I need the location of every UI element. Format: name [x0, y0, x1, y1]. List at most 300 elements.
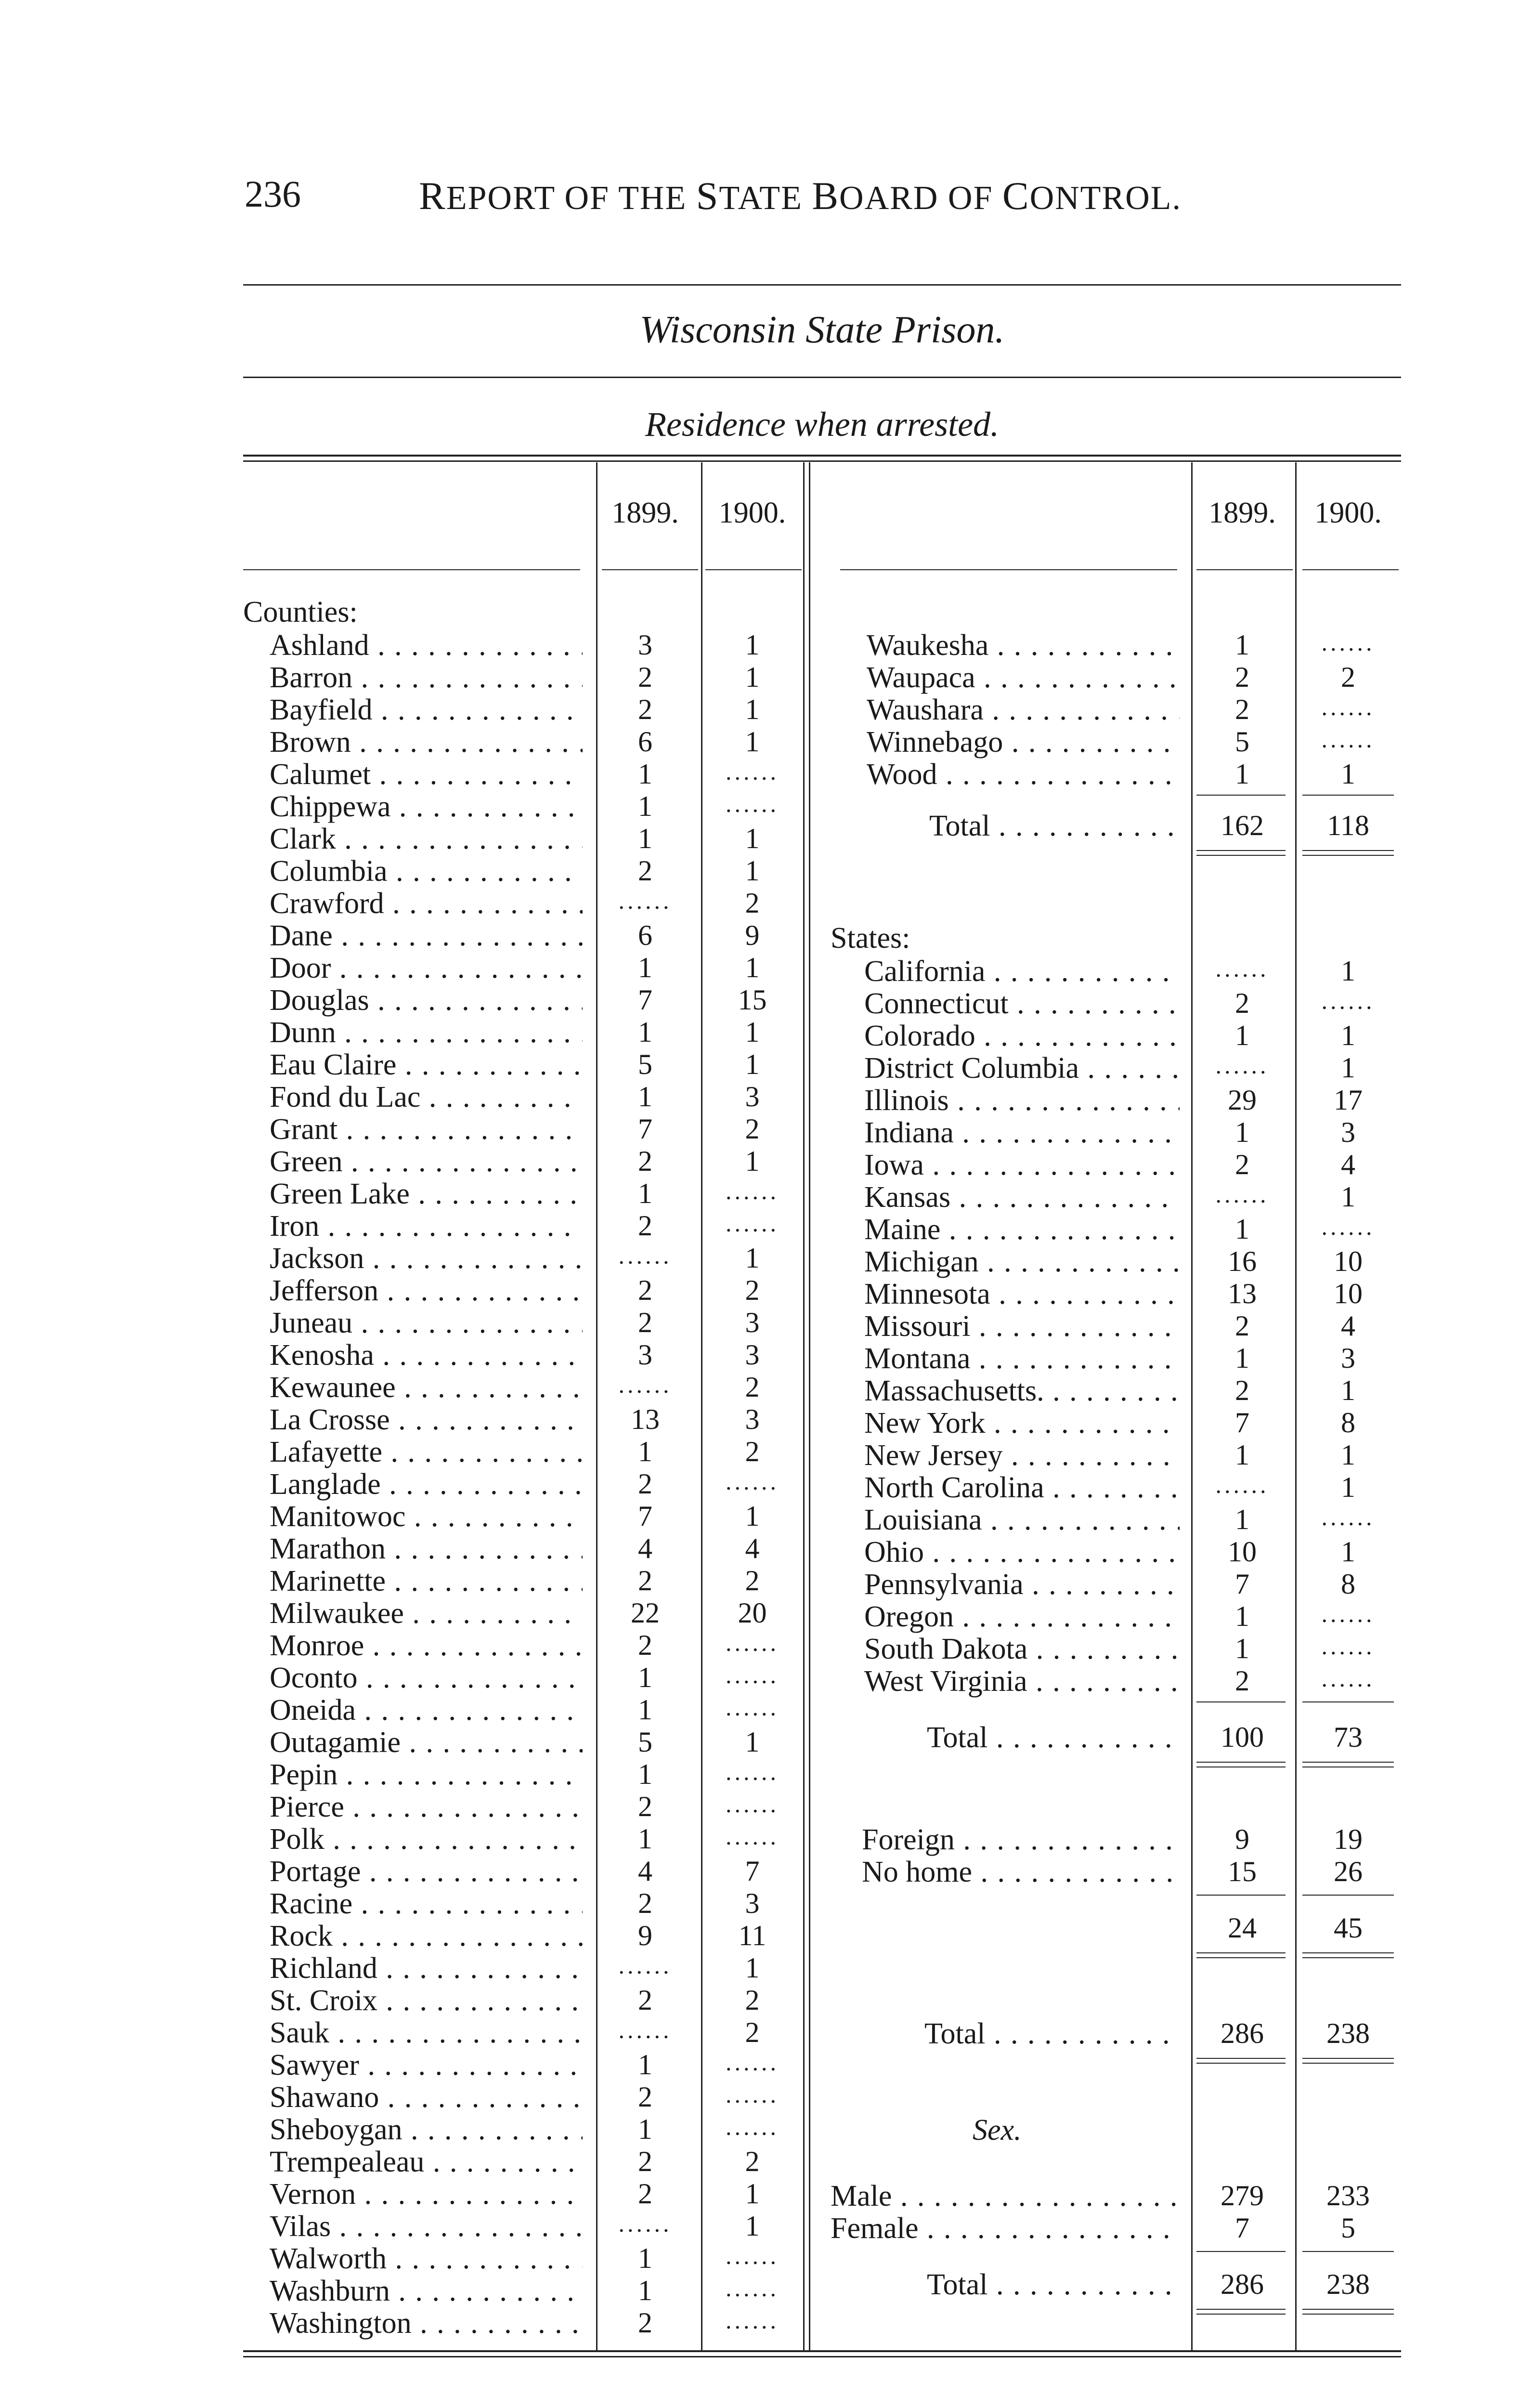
- total-rule: [1302, 855, 1394, 856]
- column-rule: [809, 462, 810, 2350]
- count-value: 13: [1228, 1278, 1257, 1309]
- row-label: Maine . . .: [864, 1213, 1180, 1247]
- row-label: Wood . . .: [867, 758, 1180, 792]
- count-value: 2: [638, 1629, 652, 1661]
- count-value: 2: [745, 1565, 760, 1597]
- empty-cell: ......: [1321, 1600, 1375, 1627]
- count-value: 4: [745, 1532, 760, 1564]
- count-value: 7: [1235, 2212, 1249, 2244]
- total-rule: [1196, 2058, 1286, 2059]
- count-value: 5: [1235, 726, 1249, 758]
- row-label: Crawford . . .: [270, 887, 583, 921]
- row-label: Winnebago . . .: [867, 725, 1180, 759]
- count-value: 1: [1235, 758, 1249, 790]
- count-value: 5: [638, 1726, 652, 1758]
- empty-cell: ......: [618, 1952, 672, 1979]
- count-value: 238: [1326, 2017, 1370, 2049]
- count-value: 2: [638, 1468, 652, 1500]
- row-label: Langlade . . .: [270, 1467, 583, 1502]
- count-value: 26: [1334, 1856, 1363, 1887]
- row-label: Indiana . . .: [864, 1116, 1180, 1150]
- empty-cell: ......: [1321, 987, 1375, 1014]
- count-value: 286: [1221, 2017, 1264, 2049]
- count-value: 7: [638, 1113, 652, 1145]
- count-value: 2: [745, 2016, 760, 2048]
- count-value: 7: [638, 984, 652, 1016]
- row-label: Vernon . . .: [270, 2177, 583, 2212]
- total-rule: [1196, 1762, 1286, 1763]
- row-label: Ashland . . .: [270, 628, 583, 663]
- row-label: Female . . .: [831, 2212, 1180, 2246]
- empty-cell: ......: [726, 1694, 779, 1721]
- row-label: North Carolina . . .: [864, 1471, 1180, 1505]
- empty-cell: ......: [1321, 694, 1375, 720]
- row-label: Massachusetts. . . .: [864, 1374, 1180, 1408]
- count-value: 29: [1228, 1084, 1257, 1116]
- total-rule: [1302, 2058, 1394, 2059]
- count-value: 20: [738, 1597, 767, 1629]
- row-label: Illinois . . .: [864, 1084, 1180, 1118]
- rule: [243, 377, 1401, 378]
- column-rule: [803, 462, 805, 2350]
- total-rule: [1302, 2314, 1394, 2315]
- count-value: 1: [745, 855, 760, 887]
- total-rule: [1196, 1952, 1286, 1953]
- row-label: Columbia . . .: [270, 854, 583, 889]
- count-value: 2: [1235, 1374, 1249, 1406]
- count-value: 3: [745, 1339, 760, 1371]
- total-label: Total . . .: [927, 1721, 1180, 1755]
- sum-rule: [1302, 1701, 1394, 1702]
- count-value: 10: [1334, 1245, 1363, 1277]
- empty-cell: ......: [726, 2275, 779, 2302]
- count-value: 238: [1326, 2268, 1370, 2300]
- count-value: 1: [1341, 1181, 1355, 1213]
- count-value: 3: [1341, 1342, 1355, 1374]
- total-rule: [1302, 1952, 1394, 1953]
- row-label: Polk . . .: [270, 1822, 583, 1857]
- row-label: Missouri . . .: [864, 1309, 1180, 1344]
- row-label: Walworth . . .: [270, 2242, 583, 2276]
- empty-cell: ......: [1321, 1665, 1375, 1692]
- header-rule: [1196, 569, 1293, 570]
- row-label: Rock . . .: [270, 1919, 583, 1953]
- row-label: Green Lake . . .: [270, 1177, 583, 1211]
- count-value: 2: [638, 1145, 652, 1177]
- row-label: Vilas . . .: [270, 2210, 583, 2244]
- count-value: 5: [1341, 2212, 1355, 2244]
- row-label: Kansas . . .: [864, 1180, 1180, 1215]
- count-value: 2: [638, 855, 652, 887]
- row-label: Trempealeau . . .: [270, 2145, 583, 2179]
- total-rule: [1196, 850, 1286, 851]
- count-value: 5: [638, 1048, 652, 1080]
- row-label: New Jersey . . .: [864, 1439, 1180, 1473]
- column-rule: [1191, 462, 1193, 2350]
- count-value: 1: [1341, 1536, 1355, 1568]
- total-label: Total . . .: [929, 809, 1180, 843]
- count-value: 3: [638, 1339, 652, 1371]
- row-label: Kenosha . . .: [270, 1338, 583, 1373]
- count-value: 2: [638, 661, 652, 693]
- sum-rule: [1196, 1895, 1286, 1896]
- count-value: 1: [1341, 1439, 1355, 1471]
- empty-cell: ......: [618, 1371, 672, 1398]
- count-value: 2: [1235, 694, 1249, 725]
- count-value: 6: [638, 726, 652, 758]
- total-rule: [1196, 855, 1286, 856]
- total-label: Total . . .: [924, 2017, 1180, 2051]
- row-label: Male . . .: [831, 2179, 1180, 2213]
- row-label: Shawano . . .: [270, 2081, 583, 2115]
- count-value: 1: [638, 1823, 652, 1855]
- count-value: 2: [745, 887, 760, 919]
- row-label: New York . . .: [864, 1406, 1180, 1440]
- count-value: 16: [1228, 1245, 1257, 1277]
- row-label: Richland . . .: [270, 1951, 583, 1986]
- row-label: La Crosse . . .: [270, 1403, 583, 1437]
- count-value: 2: [1235, 661, 1249, 693]
- row-label: Washburn . . .: [270, 2274, 583, 2308]
- empty-cell: ......: [726, 1629, 779, 1656]
- row-label: Waupaca . . .: [867, 661, 1180, 695]
- count-value: 1: [745, 1726, 760, 1758]
- count-value: 2: [1235, 1149, 1249, 1180]
- rule: [243, 2356, 1401, 2357]
- empty-cell: ......: [726, 758, 779, 785]
- empty-cell: ......: [726, 790, 779, 817]
- count-value: 2: [1235, 1310, 1249, 1342]
- row-label: Sauk . . .: [270, 2016, 583, 2050]
- row-label: Sheboygan . . .: [270, 2113, 583, 2147]
- count-value: 3: [638, 629, 652, 661]
- row-label: Oneida . . .: [270, 1693, 583, 1727]
- count-value: 1: [745, 1016, 760, 1048]
- row-label: Bayfield . . .: [270, 693, 583, 727]
- running-header: REPORT OF THE STATE BOARD OF CONTROL.: [419, 174, 1182, 218]
- count-value: 1: [745, 1242, 760, 1274]
- empty-cell: ......: [726, 2242, 779, 2269]
- row-label: Foreign . . .: [862, 1823, 1180, 1857]
- row-label: District Columbia . . .: [864, 1051, 1180, 1086]
- empty-cell: ......: [726, 1758, 779, 1785]
- rule: [243, 460, 1401, 462]
- count-value: 2: [745, 1113, 760, 1145]
- count-value: 233: [1326, 2180, 1370, 2212]
- count-value: 1: [745, 629, 760, 661]
- count-value: 1: [638, 1758, 652, 1790]
- sum-rule: [1196, 2251, 1286, 2252]
- empty-cell: ......: [1215, 955, 1269, 982]
- count-value: 1: [1341, 758, 1355, 790]
- count-value: 9: [745, 919, 760, 951]
- count-value: 1: [745, 2210, 760, 2242]
- row-label: Chippewa . . .: [270, 790, 583, 824]
- row-label: Ohio . . .: [864, 1535, 1180, 1570]
- row-label: Oregon . . .: [864, 1600, 1180, 1634]
- row-label: Washington . . .: [270, 2306, 583, 2341]
- row-label: Connecticut . . .: [864, 987, 1180, 1021]
- count-value: 2: [1235, 1665, 1249, 1697]
- total-rule: [1196, 1957, 1286, 1958]
- row-label: Barron . . .: [270, 661, 583, 695]
- count-value: 1: [1235, 1020, 1249, 1051]
- row-label: Calumet . . .: [270, 758, 583, 792]
- sum-rule: [1196, 1701, 1286, 1702]
- count-value: 1: [745, 1048, 760, 1080]
- row-label: Iron . . .: [270, 1209, 583, 1243]
- total-rule: [1302, 2063, 1394, 2064]
- count-value: 19: [1334, 1823, 1363, 1855]
- count-value: 286: [1221, 2268, 1264, 2300]
- count-value: 2: [1235, 987, 1249, 1019]
- count-value: 2: [745, 1274, 760, 1306]
- year-header: 1900.: [1314, 497, 1382, 529]
- count-value: 1: [1341, 1052, 1355, 1084]
- count-value: 2: [638, 2081, 652, 2113]
- row-label: Dane . . .: [270, 919, 583, 953]
- count-value: 1: [745, 952, 760, 983]
- count-value: 2: [638, 1274, 652, 1306]
- count-value: 1: [1341, 955, 1355, 987]
- count-value: 1: [1235, 1633, 1249, 1664]
- row-label: Michigan . . .: [864, 1245, 1180, 1279]
- sum-rule: [1302, 795, 1394, 796]
- count-value: 1: [638, 1016, 652, 1048]
- count-value: 118: [1327, 810, 1369, 841]
- count-value: 2: [638, 1210, 652, 1242]
- row-label: Green . . .: [270, 1145, 583, 1179]
- sum-rule: [1302, 1895, 1394, 1896]
- count-value: 6: [638, 919, 652, 951]
- count-value: 1: [745, 2178, 760, 2210]
- count-value: 1: [638, 952, 652, 983]
- count-value: 2: [638, 1887, 652, 1919]
- count-value: 1: [638, 758, 652, 790]
- total-rule: [1302, 1762, 1394, 1763]
- count-value: 1: [1235, 1213, 1249, 1245]
- institution-title: Wisconsin State Prison.: [639, 309, 1005, 351]
- row-label: Pepin . . .: [270, 1758, 583, 1792]
- row-label: Racine . . .: [270, 1887, 583, 1921]
- page-number: 236: [245, 173, 301, 215]
- row-label: Waushara . . .: [867, 693, 1180, 727]
- count-value: 1: [1341, 1374, 1355, 1406]
- count-value: 45: [1334, 1912, 1363, 1944]
- sum-rule: [1196, 795, 1286, 796]
- count-value: 7: [638, 1500, 652, 1532]
- count-value: 1: [638, 823, 652, 854]
- count-value: 1: [1235, 629, 1249, 661]
- row-label: Iowa . . .: [864, 1148, 1180, 1182]
- count-value: 1: [1341, 1471, 1355, 1503]
- count-value: 4: [1341, 1149, 1355, 1180]
- count-value: 1: [1235, 1439, 1249, 1471]
- count-value: 1: [638, 1081, 652, 1112]
- count-value: 15: [1228, 1856, 1257, 1887]
- count-value: 100: [1221, 1721, 1264, 1753]
- count-value: 9: [1235, 1823, 1249, 1855]
- row-label: Minnesota . . .: [864, 1277, 1180, 1311]
- count-value: 3: [1341, 1116, 1355, 1148]
- row-label: Eau Claire . . .: [270, 1048, 583, 1082]
- total-rule: [1302, 850, 1394, 851]
- empty-cell: ......: [618, 2210, 672, 2237]
- row-label: Milwaukee . . .: [270, 1597, 583, 1631]
- count-value: 10: [1334, 1278, 1363, 1309]
- count-value: 7: [1235, 1568, 1249, 1600]
- row-label: Kewaunee . . .: [270, 1371, 583, 1405]
- count-value: 3: [745, 1081, 760, 1112]
- count-value: 8: [1341, 1568, 1355, 1600]
- count-value: 1: [745, 823, 760, 854]
- count-value: 15: [738, 984, 767, 1016]
- empty-cell: ......: [618, 2016, 672, 2043]
- empty-cell: ......: [1215, 1052, 1269, 1079]
- row-label: Grant . . .: [270, 1112, 583, 1147]
- total-rule: [1196, 2063, 1286, 2064]
- empty-cell: ......: [726, 1210, 779, 1237]
- count-value: 1: [638, 790, 652, 822]
- count-value: 2: [745, 1371, 760, 1403]
- states-heading: States:: [831, 922, 910, 955]
- count-value: 1: [1235, 1116, 1249, 1148]
- row-label: Lafayette . . .: [270, 1435, 583, 1469]
- sum-rule: [1302, 2251, 1394, 2252]
- count-value: 1: [1235, 1342, 1249, 1374]
- count-value: 1: [1235, 1504, 1249, 1535]
- total-rule: [1302, 1957, 1394, 1958]
- count-value: 8: [1341, 1407, 1355, 1439]
- count-value: 1: [1341, 1020, 1355, 1051]
- row-label: Fond du Lac . . .: [270, 1080, 583, 1114]
- section-title: Residence when arrested.: [645, 405, 1000, 444]
- empty-cell: ......: [1215, 1471, 1269, 1498]
- total-rule: [1302, 2309, 1394, 2310]
- column-rule: [1295, 462, 1297, 2350]
- count-value: 1: [1235, 1600, 1249, 1632]
- count-value: 1: [638, 1694, 652, 1726]
- count-value: 1: [638, 2242, 652, 2274]
- count-value: 1: [638, 2049, 652, 2081]
- count-value: 24: [1228, 1912, 1257, 1944]
- row-label: Pierce . . .: [270, 1790, 583, 1824]
- row-label: Portage . . .: [270, 1855, 583, 1889]
- rule: [243, 2350, 1401, 2352]
- column-rule: [701, 462, 702, 2350]
- count-value: 1: [745, 1500, 760, 1532]
- empty-cell: ......: [726, 1791, 779, 1818]
- count-value: 4: [638, 1855, 652, 1887]
- count-value: 1: [638, 1662, 652, 1693]
- count-value: 4: [638, 1532, 652, 1564]
- empty-cell: ......: [726, 1662, 779, 1688]
- total-rule: [1196, 2314, 1286, 2315]
- row-label: Jefferson . . .: [270, 1274, 583, 1308]
- empty-cell: ......: [1215, 1181, 1269, 1208]
- row-label: Oconto . . .: [270, 1661, 583, 1695]
- empty-cell: ......: [726, 2049, 779, 2076]
- row-label: Dunn . . .: [270, 1016, 583, 1050]
- count-value: 2: [638, 2307, 652, 2339]
- count-value: 2: [638, 1984, 652, 2016]
- row-label: Colorado . . .: [864, 1019, 1180, 1053]
- total-rule: [1196, 2309, 1286, 2310]
- sex-heading: Sex.: [973, 2114, 1022, 2146]
- header-rule: [243, 569, 580, 570]
- count-value: 73: [1334, 1721, 1363, 1753]
- empty-cell: ......: [726, 1468, 779, 1495]
- count-value: 22: [631, 1597, 660, 1629]
- count-value: 2: [638, 1565, 652, 1597]
- count-value: 1: [745, 1952, 760, 1984]
- row-label: St. Croix . . .: [270, 1984, 583, 2018]
- count-value: 13: [631, 1403, 660, 1435]
- year-header: 1899.: [611, 497, 679, 529]
- row-label: Clark . . .: [270, 822, 583, 856]
- count-value: 7: [745, 1855, 760, 1887]
- empty-cell: ......: [618, 1242, 672, 1269]
- row-label: West Virginia . . .: [864, 1664, 1180, 1699]
- empty-cell: ......: [726, 1178, 779, 1204]
- count-value: 7: [1235, 1407, 1249, 1439]
- row-label: Jackson . . .: [270, 1242, 583, 1276]
- count-value: 279: [1221, 2180, 1264, 2212]
- count-value: 1: [638, 2275, 652, 2306]
- count-value: 1: [638, 1436, 652, 1467]
- count-value: 1: [745, 1145, 760, 1177]
- count-value: 4: [1341, 1310, 1355, 1342]
- row-label: No home . . .: [862, 1855, 1180, 1889]
- empty-cell: ......: [1321, 1213, 1375, 1240]
- count-value: 2: [638, 1307, 652, 1338]
- total-label: Total . . .: [927, 2268, 1180, 2302]
- count-value: 10: [1228, 1536, 1257, 1568]
- count-value: 3: [745, 1887, 760, 1919]
- year-header: 1899.: [1208, 497, 1276, 529]
- row-label: Sawyer . . .: [270, 2048, 583, 2082]
- count-value: 1: [745, 726, 760, 758]
- row-label: Waukesha . . .: [867, 628, 1180, 663]
- count-value: 2: [1341, 661, 1355, 693]
- empty-cell: ......: [726, 2081, 779, 2108]
- count-value: 2: [638, 2178, 652, 2210]
- count-value: 2: [638, 694, 652, 725]
- row-label: Marinette . . .: [270, 1564, 583, 1598]
- row-label: Manitowoc . . .: [270, 1500, 583, 1534]
- count-value: 2: [638, 1791, 652, 1822]
- row-label: Brown . . .: [270, 725, 583, 759]
- row-label: Door . . .: [270, 951, 583, 985]
- row-label: South Dakota . . .: [864, 1632, 1180, 1666]
- rule: [243, 284, 1401, 286]
- row-label: Outagamie . . .: [270, 1726, 583, 1760]
- row-label: Louisiana . . .: [864, 1503, 1180, 1537]
- count-value: 3: [745, 1307, 760, 1338]
- count-value: 1: [745, 694, 760, 725]
- row-label: Monroe . . .: [270, 1629, 583, 1663]
- header-rule: [705, 569, 802, 570]
- header-rule: [840, 569, 1177, 570]
- count-value: 162: [1221, 810, 1264, 841]
- empty-cell: ......: [1321, 1633, 1375, 1660]
- year-header: 1900.: [718, 497, 786, 529]
- count-value: 2: [638, 2146, 652, 2177]
- empty-cell: ......: [1321, 629, 1375, 656]
- count-value: 11: [738, 1920, 766, 1951]
- row-label: Pennsylvania . . .: [864, 1568, 1180, 1602]
- empty-cell: ......: [726, 1823, 779, 1850]
